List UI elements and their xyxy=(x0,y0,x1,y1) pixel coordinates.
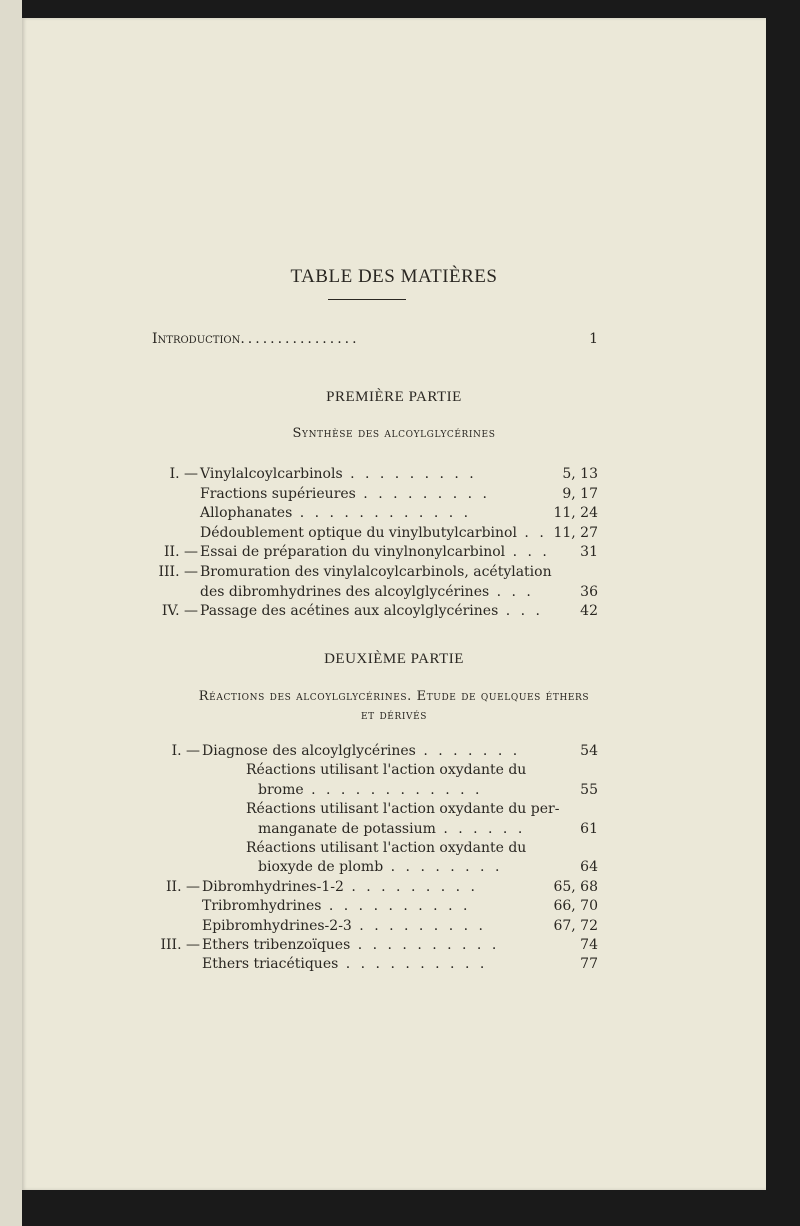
toc-dots: . . . xyxy=(498,603,543,620)
toc-intro xyxy=(152,330,360,348)
toc-entry-title: Réactions utilisant l'action oxydante du per- xyxy=(246,801,560,818)
toc-entry xyxy=(200,504,471,522)
toc-dots: . . . . . . xyxy=(435,820,526,837)
toc-entry-page: 36 xyxy=(580,583,598,600)
toc-dots: . . . . . . . . . . xyxy=(338,956,488,973)
toc-intro-label: Introduction xyxy=(152,331,241,347)
toc-entry-title: Diagnose des alcoylglycérines xyxy=(202,743,416,759)
toc-entry xyxy=(200,485,490,503)
toc-section-number: IV. — xyxy=(161,603,198,620)
toc-dots: . . . . . . . . . xyxy=(351,917,486,934)
part1-subtitle: Synthèse des alcoylglycérines xyxy=(292,426,496,441)
toc-dots: . . . xyxy=(489,583,534,600)
toc-entry-page: 61 xyxy=(580,820,598,837)
toc-entry-title: Réactions utilisant l'action oxydante du xyxy=(246,840,527,856)
toc-entry xyxy=(200,583,534,601)
toc-entry-page: 65, 68 xyxy=(553,878,598,895)
toc-entry-page: 5, 13 xyxy=(562,466,598,482)
toc-entry-title: Vinylalcoylcarbinols xyxy=(200,466,343,482)
toc-entry-page: 74 xyxy=(580,937,598,953)
toc-entry-title: Essai de préparation du vinylnonylcarbinol xyxy=(200,544,506,561)
toc-section-number: II. — xyxy=(164,544,198,561)
toc-entry xyxy=(258,820,525,838)
toc-dots: . . . . . . . xyxy=(415,743,521,759)
toc-entry-title: Bromuration des vinylalcoylcarbinols, acétylation xyxy=(200,564,552,580)
toc-entry xyxy=(200,602,543,620)
toc-entry xyxy=(202,936,499,954)
toc-entry-page: 77 xyxy=(580,956,598,973)
toc-entry-page: 66, 70 xyxy=(553,898,598,915)
toc-entry-title: brome xyxy=(258,781,304,798)
toc-entry-page: 54 xyxy=(580,743,598,759)
toc-section-number: III. — xyxy=(158,564,198,580)
toc-entry xyxy=(202,955,487,973)
part2-subtitle-line2: et dérivés xyxy=(360,708,428,723)
toc-dots: . . . . . . . . xyxy=(383,859,503,876)
toc-entry xyxy=(202,897,470,915)
toc-dots: . . . . . . . . . xyxy=(343,878,478,895)
toc-entry xyxy=(246,800,559,818)
toc-entry-page: 9, 17 xyxy=(562,485,598,502)
toc-entry xyxy=(200,524,547,542)
toc-entry-title: Ethers tribenzoïques xyxy=(202,937,351,953)
toc-entry xyxy=(246,761,526,779)
toc-entry xyxy=(258,858,502,876)
toc-entry xyxy=(246,839,526,857)
toc-dots: . . . . . . . . . . . . xyxy=(292,505,472,522)
toc-entry xyxy=(200,543,550,561)
toc-entry-page: 67, 72 xyxy=(553,917,598,934)
toc-entry-title: bioxyde de plomb xyxy=(258,859,384,876)
toc-section-number: I. — xyxy=(171,743,200,759)
toc-intro-page: 1 xyxy=(589,331,598,347)
toc-entry-title: des dibromhydrines des alcoylglycérines xyxy=(200,583,490,600)
toc-entry-title: Dibromhydrines-1-2 xyxy=(202,878,344,895)
toc-entry-page: 64 xyxy=(580,859,598,876)
toc-entry-title: Ethers triacétiques xyxy=(202,956,339,973)
toc-entry-title: Dédoublement optique du vinylbutylcarbinol xyxy=(200,524,517,541)
toc-entry-page: 55 xyxy=(580,781,598,798)
toc-section-number: II. — xyxy=(166,878,200,895)
toc-entry xyxy=(258,781,482,799)
document-page xyxy=(22,18,766,1190)
page-title: TABLE DES MATIÈRES xyxy=(290,266,498,287)
title-rule xyxy=(328,299,406,300)
toc-entry xyxy=(202,917,486,935)
part2-subtitle-line1: Réactions des alcoylglycérines. Etude de quelques éthers xyxy=(198,689,590,704)
toc-section-number: I. — xyxy=(169,466,198,482)
toc-dots: . . . xyxy=(505,544,550,561)
toc-entry-page: 11, 27 xyxy=(553,524,598,541)
previous-page-edge xyxy=(0,0,22,1226)
toc-entry-title: Fractions supérieures xyxy=(200,485,356,502)
toc-entry-title: Epibromhydrines-2-3 xyxy=(202,917,352,934)
toc-dots: . . . . . . . . . . . . xyxy=(303,781,483,798)
part1-title: PREMIÈRE PARTIE xyxy=(326,389,462,405)
toc-entry-title: Réactions utilisant l'action oxydante du xyxy=(246,762,527,779)
toc-entry-title: Allophanates xyxy=(200,505,293,522)
toc-dots: . . . . . . . . . . xyxy=(350,937,500,953)
toc-entry xyxy=(202,878,478,896)
toc-section-number: III. — xyxy=(160,937,200,953)
toc-dots: . . . . . . . . . xyxy=(355,485,490,502)
toc-entry xyxy=(200,465,477,483)
toc-dots: . . . . . . . . . . xyxy=(321,898,471,915)
toc-entry xyxy=(200,563,552,581)
toc-dots: . . xyxy=(516,524,547,541)
toc-entry-title: Tribromhydrines xyxy=(202,898,322,915)
toc-dots: ................ xyxy=(240,331,360,347)
toc-dots: . . . . . . . . . xyxy=(342,466,477,482)
part2-title: DEUXIÈME PARTIE xyxy=(324,651,464,667)
toc-entry-page: 31 xyxy=(580,544,598,561)
toc-entry-title: Passage des acétines aux alcoylglycérines xyxy=(200,603,499,620)
toc-entry-page: 11, 24 xyxy=(553,505,598,522)
toc-entry-page: 42 xyxy=(580,603,598,620)
toc-entry-title: manganate de potassium xyxy=(258,820,436,837)
toc-entry xyxy=(202,742,520,760)
